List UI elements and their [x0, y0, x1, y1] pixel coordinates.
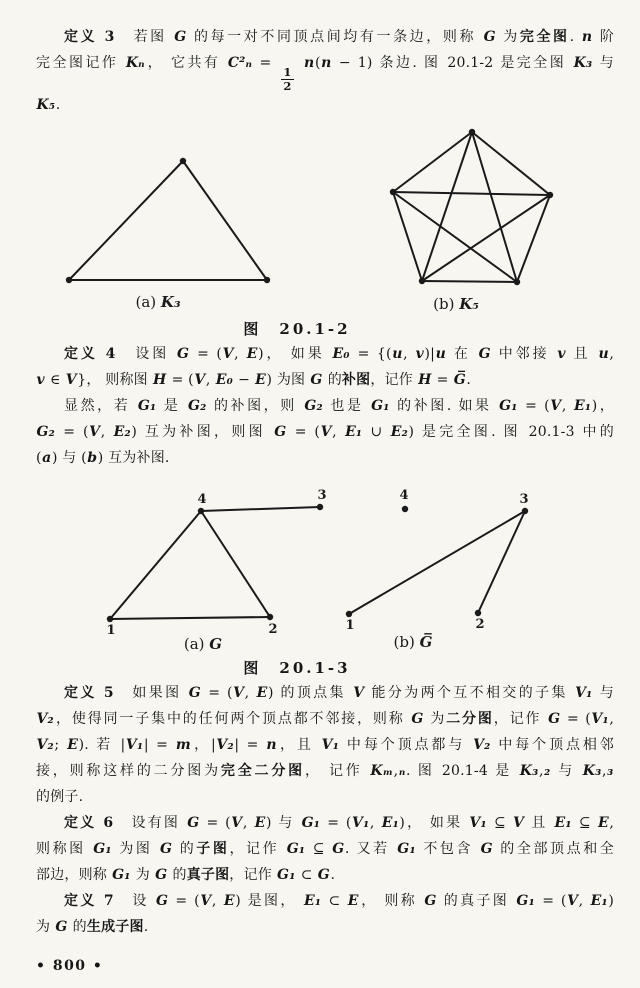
graph-vertex-K5	[514, 279, 520, 285]
math-var: V₁	[352, 815, 370, 832]
text-line: 定义 6 设有图 G = (V, E) 与 G₁ = (V₁, E₁)， 如果 V₁ ⊆ V 且 E₁ ⊆ E,	[64, 815, 614, 832]
graph-edge-K5	[472, 132, 517, 282]
figure-20-1-2	[0, 126, 640, 339]
figure-20-1-3	[0, 479, 640, 678]
math-var: G₂	[36, 424, 55, 441]
graph-edge-G	[201, 507, 320, 511]
graph-edge-G	[110, 617, 270, 619]
math-var: G₁	[516, 893, 535, 910]
paragraph-definition-4	[0, 341, 640, 393]
math-var: G	[174, 29, 187, 45]
graph-edge-K5	[422, 195, 550, 281]
subfigure-label-G-complement: (b) G̅	[393, 633, 433, 652]
math-var: G	[274, 424, 287, 441]
vertex-label: 1	[106, 623, 116, 639]
figure-20-1-3-caption: 图 20.1-3	[243, 659, 351, 678]
math-var: u	[392, 346, 403, 363]
math-var: G	[55, 919, 68, 936]
math-var: G	[480, 841, 493, 858]
text-line: G₂ = (V, E₂) 互为补图，则图 G = (V, E₁ ∪ E₂) 是完全图. 图 20.1-3 中的	[36, 424, 614, 441]
math-var: G	[548, 711, 561, 728]
math-var: G	[424, 893, 437, 910]
math-var: Kₙ	[125, 55, 145, 71]
math-var: ₃	[607, 763, 614, 780]
paragraph-definition-7	[0, 888, 640, 940]
text-line: 定义 4 设图 G = (V, E)， 如果 E₀ = {(u, v)|u 在 G 中邻接 v 且 u,	[64, 346, 614, 363]
subfigure-label-K3: (a) K₃	[135, 293, 181, 312]
math-var: E	[256, 685, 268, 702]
math-var: G	[332, 841, 345, 858]
math-var: E	[246, 346, 258, 363]
graph-vertex-K5	[390, 189, 396, 195]
math-var: G₁	[137, 398, 157, 415]
math-var: V	[513, 815, 525, 832]
math-var: v	[36, 372, 45, 389]
vertex-label: 1	[345, 618, 355, 634]
text-line: 定义 7 设 G = (V, E) 是图， E₁ ⊂ E， 则称 G 的真子图 G₁ = (V, E₁)	[64, 893, 614, 910]
math-var: G	[478, 346, 491, 363]
text-line: 的例子.	[36, 789, 84, 806]
math-var: G	[177, 346, 190, 363]
math-var: K₅	[36, 97, 56, 114]
math-var: n	[321, 55, 332, 71]
math-var: G	[310, 372, 323, 389]
graph-edge-K3	[183, 161, 267, 280]
math-var: G	[160, 841, 173, 858]
text-line: v ∈ V}， 则称图 H = (V, E₀ − E) 为图 G 的补图，记作 H = G̅.	[36, 372, 472, 389]
math-var: V₁	[321, 737, 340, 754]
math-var: V	[65, 372, 77, 389]
math-var: E₂	[390, 424, 408, 441]
graph-vertex-G-complement	[475, 610, 481, 616]
math-var: v	[557, 346, 566, 363]
math-var: K₃	[573, 55, 593, 71]
graph-vertex-G-complement	[402, 506, 408, 512]
math-var: V	[89, 424, 101, 441]
graph-vertex-K5	[469, 129, 475, 135]
text-line: 定义 5 如果图 G = (V, E) 的顶点集 V 能分为两个互不相交的子集 V₁ 与	[64, 685, 614, 702]
math-var: V	[194, 372, 206, 389]
vertex-label: 2	[268, 622, 278, 638]
math-var: V	[550, 398, 562, 415]
math-var: G₁	[499, 398, 518, 415]
math-var: G₁	[301, 815, 321, 832]
graph-edge-K5	[393, 192, 422, 281]
graph-edge-G-complement	[478, 511, 525, 613]
math-var: E	[223, 893, 235, 910]
graph-edge-K5	[393, 132, 472, 192]
math-var: a	[42, 450, 52, 467]
math-var: V₂	[216, 737, 234, 754]
vertex-label: 4	[399, 488, 409, 504]
math-var: Kₘ	[370, 763, 394, 780]
math-var: V	[353, 685, 365, 702]
text-line: 显然，若 G₁ 是 G₂ 的补图，则 G₂ 也是 G₁ 的补图. 如果 G₁ = (V, E₁)，	[64, 398, 614, 415]
text-line: K₅.	[36, 97, 61, 114]
math-var: E₁	[574, 398, 592, 415]
graph-vertex-K3	[180, 158, 186, 164]
graph-vertex-K5	[547, 192, 553, 198]
math-var: V₁	[575, 685, 593, 702]
math-var: H	[418, 372, 432, 389]
text-line: 部边，则称 G₁ 为 G 的真子图，记作 G₁ ⊂ G.	[36, 867, 336, 884]
math-var: n	[581, 29, 593, 45]
math-var: G₂	[304, 398, 323, 415]
paragraph-definition-6	[0, 810, 640, 888]
text-line: 接，则称这样的二分图为完全二分图， 记作 Kₘ,ₙ. 图 20.1-4 是 K₃,₂ 与 K₃,₃	[36, 763, 614, 780]
math-var: E	[347, 893, 359, 910]
math-var: G₁	[397, 841, 416, 858]
math-var: G₁	[286, 841, 306, 858]
math-var: V₁	[469, 815, 487, 832]
graph-edge-K5	[517, 195, 550, 282]
math-var: G₂	[187, 398, 207, 415]
math-var: m	[175, 737, 191, 754]
math-var: G	[317, 867, 330, 884]
paragraph-definition-5	[0, 680, 640, 810]
math-var: V	[233, 685, 245, 702]
fig-20-1-2-canvas	[0, 126, 640, 318]
math-var: V₁	[591, 711, 609, 728]
text-line: 则称图 G₁ 为图 G 的子图，记作 G₁ ⊆ G. 又若 G₁ 不包含 G 的全部顶点和全	[36, 841, 614, 858]
graph-vertex-G	[107, 616, 113, 622]
math-var: v	[415, 346, 424, 363]
graph-vertex-G	[198, 508, 204, 514]
graph-vertex-G-complement	[522, 508, 528, 514]
math-var: G	[155, 867, 168, 884]
math-var: n	[304, 55, 315, 71]
math-var: K₃	[519, 763, 539, 780]
math-var: G	[483, 29, 496, 45]
graph-edge-G-complement	[349, 511, 525, 614]
graph-edge-K5	[472, 132, 550, 195]
math-var: E₁	[554, 815, 572, 832]
math-var: E₀	[332, 346, 350, 363]
math-var: E₂	[113, 424, 131, 441]
math-var: E	[67, 737, 79, 754]
math-var: V	[200, 893, 212, 910]
paragraph-definition-3	[0, 24, 640, 118]
math-var: V	[231, 815, 243, 832]
graph-edge-K5	[393, 192, 550, 195]
graph-vertex-G	[317, 504, 323, 510]
graph-edge-K5	[422, 132, 472, 281]
graph-vertex-K3	[66, 277, 72, 283]
graph-vertex-K3	[264, 277, 270, 283]
math-var: V₂	[36, 711, 54, 728]
fig-20-1-3-canvas	[0, 479, 640, 657]
math-var: V	[320, 424, 332, 441]
math-var: G	[188, 685, 201, 702]
text-line: 完全图记作 Kₙ， 它共有 C²ₙ = $\frac{1}{2}$ n(n − 1) 条边. 图 20.1-2 是完全图 K₃ 与	[36, 55, 615, 93]
math-var: E₁	[345, 424, 363, 441]
math-var: V	[222, 346, 234, 363]
math-var: V₁	[125, 737, 144, 754]
fraction-one-half: $\frac{1}{2}$	[283, 65, 292, 93]
vertex-label: 4	[197, 492, 207, 508]
math-var: b	[87, 450, 98, 467]
graph-edge-G	[201, 511, 270, 617]
math-var: G₁	[93, 841, 112, 858]
math-var: V₂	[36, 737, 54, 754]
subfigure-label-K5: (b) K₅	[433, 295, 479, 314]
vertex-label: 3	[519, 492, 529, 508]
math-var: G̅	[453, 372, 466, 389]
math-var: G	[155, 893, 169, 910]
math-var: ₂	[544, 763, 551, 780]
math-var: u	[598, 346, 609, 363]
math-var: G	[411, 711, 424, 728]
graph-vertex-K5	[419, 278, 425, 284]
graph-edge-K5	[393, 192, 517, 282]
subfigure-label-G: (a) G	[183, 635, 223, 654]
math-var: E	[254, 815, 266, 832]
math-var: ₙ	[398, 763, 406, 780]
page-number: • 800 •	[36, 958, 104, 975]
math-var: E₁	[381, 815, 399, 832]
math-var: G₁	[277, 867, 296, 884]
graph-edge-K5	[422, 281, 517, 282]
math-var: V₂	[473, 737, 491, 754]
math-var: K₃	[582, 763, 602, 780]
math-var: E	[255, 372, 267, 389]
math-var: H	[153, 372, 167, 389]
math-var: C²ₙ	[227, 55, 253, 71]
vertex-label: 2	[475, 617, 485, 633]
math-var: G	[187, 815, 200, 832]
math-var: u	[435, 346, 446, 363]
paragraph-complement-note	[0, 393, 640, 471]
text-line: 为 G 的生成子图.	[36, 919, 149, 936]
math-var: n	[266, 737, 277, 754]
vertex-label: 3	[317, 488, 327, 504]
text-line: V₂; E). 若 |V₁| = m，|V₂| = n，且 V₁ 中每个顶点都与 V₂ 中每个顶点相邻	[36, 737, 614, 754]
text-line: (a) 与 (b) 互为补图.	[36, 450, 170, 467]
graph-vertex-G-complement	[346, 611, 352, 617]
graph-edge-G	[110, 511, 201, 619]
graph-vertex-G	[267, 614, 273, 620]
math-var: E₀	[215, 372, 233, 389]
math-var: E₁	[303, 893, 322, 910]
text-line: V₂，使得同一子集中的任何两个顶点都不邻接，则称 G 为二分图，记作 G = (V₁,	[36, 711, 614, 728]
math-var: V	[567, 893, 579, 910]
graph-edge-K3	[69, 161, 183, 280]
math-var: G₁	[371, 398, 390, 415]
math-var: E	[597, 815, 609, 832]
figure-20-1-2-caption: 图 20.1-2	[243, 320, 351, 339]
text-line: 定义 3 若图 G 的每一对不同顶点间均有一条边，则称 G 为完全图. n 阶	[64, 29, 614, 45]
math-var: E₁	[590, 893, 608, 910]
math-var: G₁	[112, 867, 131, 884]
